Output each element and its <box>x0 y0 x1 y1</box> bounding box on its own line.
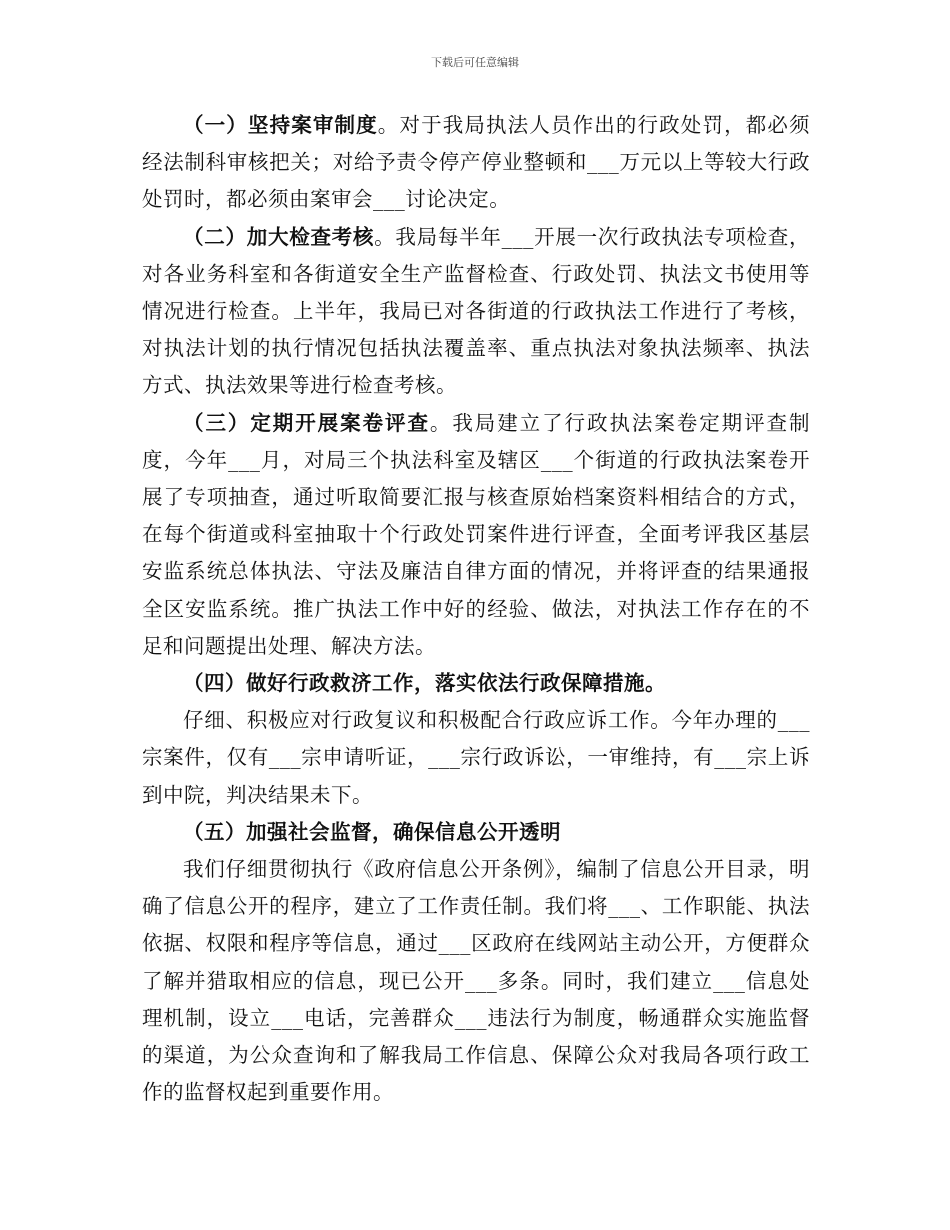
section-5-text: 我们仔细贯彻执行《政府信息公开条例》，编制了信息公开目录，明确了信息公开的程序，建立了工作责任制。我们将___、工作职能、执法依据、权限和程序等信息，通过___区政府在线网站主动公开，方便群众了解并猎取相应的信息，现已公开___多条。同时，我们建立___信息处理机制，设立___电话，完善群众___违法行为制度，畅通群众实施监督的渠道，为公众查询和了解我局工作信息、保障公众对我局各项行政工作的监督权起到重要作用。 <box>142 857 810 1105</box>
section-4-text: 仔细、积极应对行政复议和积极配合行政应诉工作。今年办理的___宗案件，仅有___宗申请听证，___宗行政诉讼，一审维持，有___宗上诉到中院，判决结果未下。 <box>142 708 810 807</box>
section-2-paragraph <box>142 219 810 405</box>
section-2-heading: （二）加大检查考核 <box>183 224 375 249</box>
page-header: 下载后可任意编辑 <box>431 56 519 69</box>
section-1-text: 。对于我局执法人员作出的行政处罚，都必须经法制科审核把关；对给予责令停产停业整顿和___万元以上等较大行政处罚时，都必须由案审会___讨论决定。 <box>142 113 811 212</box>
section-5-heading: （五）加强社会监督，确保信息公开透明 <box>183 819 561 844</box>
section-3-text: 。我局建立了行政执法案卷定期评查制度，今年___月，对局三个执法科室及辖区___个街道的行政执法案卷开展了专项抽查，通过听取简要汇报与核查原始档案资料相结合的方式，在每个街道或科室抽取十个行政处罚案件进行评查，全面考评我区基层安监系统总体执法、守法及廉洁自律方面的情况，并将评查的结果通报全区安监系统。推广执法工作中好的经验、做法，对执法工作存在的不足和问题提出处理、解决方法。 <box>142 410 811 658</box>
section-3-paragraph <box>142 405 810 665</box>
section-4-heading: （四）做好行政救济工作，落实依法行政保障措施。 <box>183 671 666 696</box>
section-3-heading: （三）定期开展案卷评查 <box>183 410 430 435</box>
document-body <box>142 107 810 1111</box>
section-1-heading: （一）坚持案审制度 <box>183 113 378 137</box>
section-1-paragraph <box>142 107 810 219</box>
section-2-text: 。我局每半年___开展一次行政执法专项检查，对各业务科室和各街道安全生产监督检查、行政处罚、执法文书使用等情况进行检查。上半年，我局已对各街道的行政执法工作进行了考核，对执法计划的执行情况包括执法覆盖率、重点执法对象执法频率、执法方式、执法效果等进行检查考核。 <box>142 224 811 398</box>
